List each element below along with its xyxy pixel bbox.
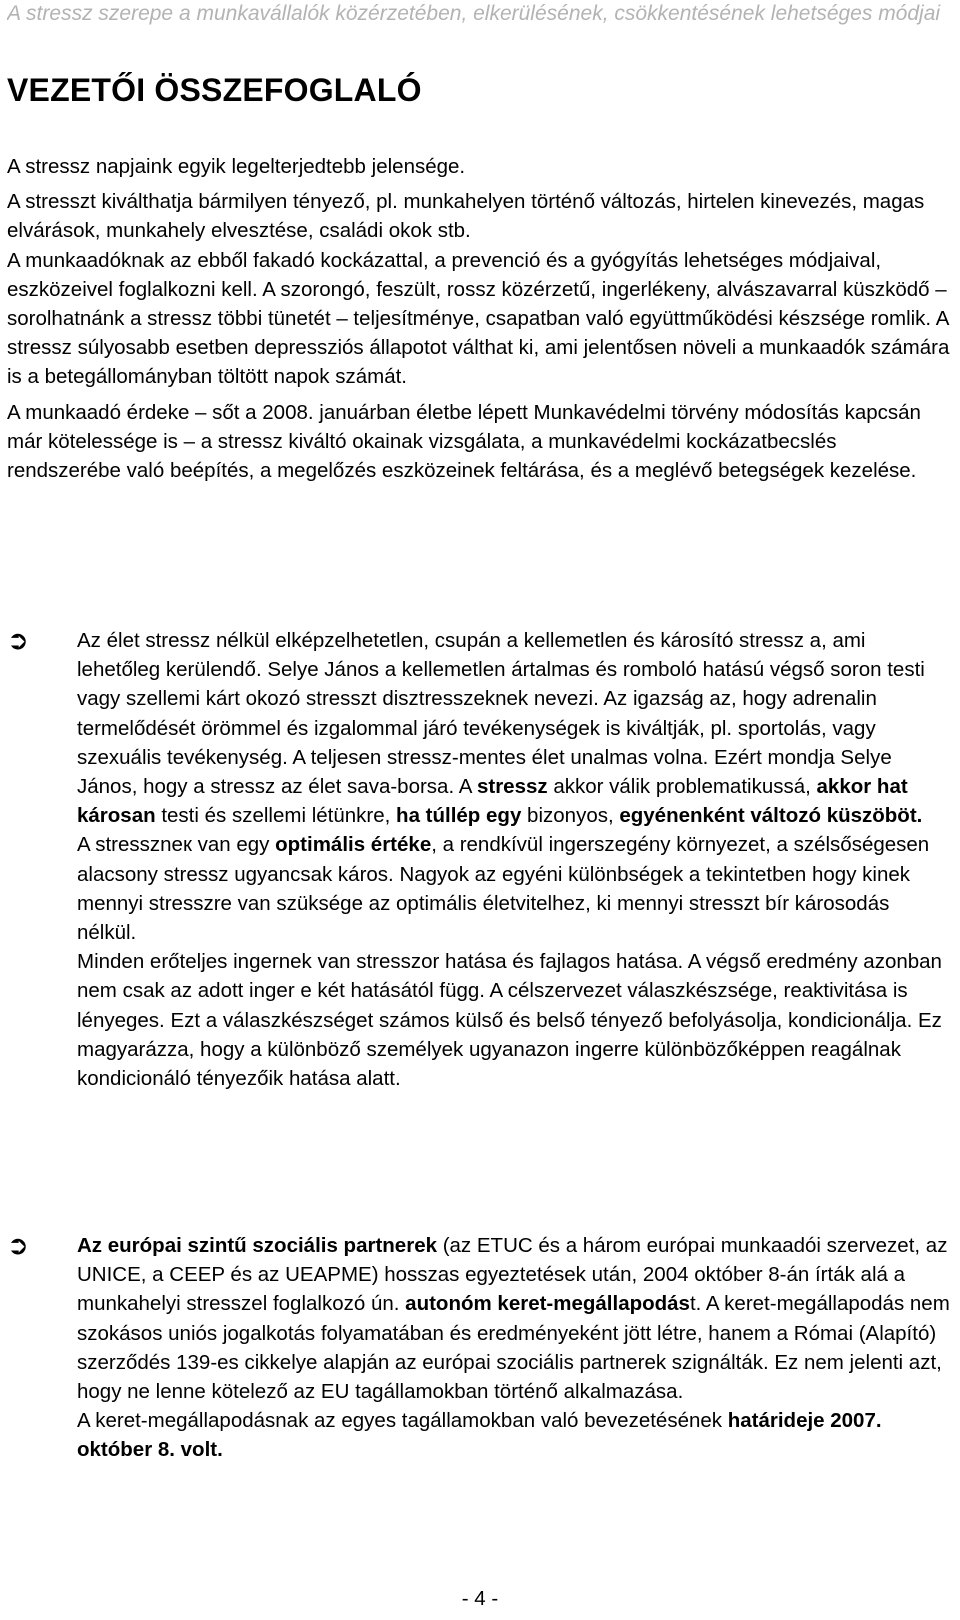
intro-section — [7, 152, 952, 491]
bold-text: egyénenként változó küszöböt. — [619, 804, 923, 828]
bold-text: akkor hat károsan — [77, 775, 908, 828]
bullet-content — [77, 626, 952, 1093]
bullet-paragraph: Az európai szintű szociális partnerek (az ETUC és a három európai munkaadói szervezet, az UNICE, a CEEP és az UEAPME) hosszas egyeztetések után, 2004 október 8-án írták alá a munkahelyi stresszel foglalkozó ún. autonóm keret-megállapodást. A keret-megállapodás nem szokásos uniós jogalkotás folyamatában és eredményeként jött létre, hanem a Római (Alapító) szerződés 139-es cikkelye alapján az európai szociális partnerek szignálták. Ez nem jelenti azt, hogy ne lenne kötelező az EU tagállamokban történő alkalmazása. — [77, 1234, 950, 1404]
bullet-content — [77, 1231, 952, 1465]
bold-text: stressz — [476, 775, 548, 799]
bold-text: autonóm keret-megállapodás — [405, 1292, 690, 1316]
intro-paragraph-4: A munkaadó érdeke – sőt a 2008. januárban életbe lépett Munkavédelmi törvény módosítás kapcsán már kötelessége is – a stressz kiváltó okainak vizsgálata, a munkavédelmi kockázatbecslés rendszerébe való beépítés, a megelőzés eszközeinek feltárása, és a meglévő betegségek kezelése. — [7, 400, 921, 483]
arrow-right-icon: ➲ — [7, 625, 29, 655]
arrow-right-icon: ➲ — [7, 1230, 29, 1260]
bullet-paragraph: A stresszneк van egy optimális értéke, a rendkívül ingerszegény környezet, a szélsőségesen alacsony stressz ugyancsak káros. Nagyok az egyéni különbségek a tekintetben hogy kinek mennyi stresszre van szüksége az optimális életvitelhez, ki mennyi stresszt bír károsodás nélkül. — [77, 833, 930, 945]
bullet-section-stress-definition — [7, 626, 952, 1093]
page-number: - 4 - — [461, 1587, 499, 1610]
intro-paragraph-2: A stresszt kiválthatja bármilyen tényező, pl. munkahelyen történő változás, hirtelen kinevezés, magas elvárások, munkahely elvesztése, családi okok stb. — [7, 190, 925, 243]
page-title: VEZETŐI ÖSSZEFOGLALÓ — [7, 72, 422, 108]
bold-text: ha túllép egy — [396, 804, 522, 828]
bullet-paragraph: Az élet stressz nélkül elképzelhetetlen, csupán a kellemetlen és károsító stressz a, ami lehetőleg kerülendő. Selye János a kellemetlen ártalmas és romboló hatású végső soron testi vagy szellemi kárt okozó stresszt disztresszeknek nevezi. Az igazság az, hogy adrenalin termelődését örömmel és izgalommal járó tevékenységek is kiváltják, pl. sportolás, vagy szexuális tevékenység. A teljesen stressz-mentes élet unalmas volna. Ezért mondja Selye János, hogy a stressz az élet sava-borsa. A stressz akkor válik problematikussá, akkor hat károsan testi és szellemi létünkre, ha túllép egy bizonyos, egyénenként változó küszöböt. — [77, 629, 925, 828]
bold-text: határideje 2007. október 8. volt. — [77, 1409, 882, 1462]
bullet-paragraph: A keret-megállapodásnak az egyes tagállamokban való bevezetésének határideje 2007. október 8. volt. — [77, 1409, 882, 1462]
bold-text: optimális értéke — [275, 833, 432, 857]
bullet-paragraph: Minden erőteljes ingernek van stresszor hatása és fajlagos hatása. A végső eredmény azonban nem csak az adott inger e két hatásától függ. A célszervezet válaszkészsége, reaktivitása is lényeges. Ezt a válaszkészséget számos külső és belső tényező befolyásolja, kondicionálja. Ez magyarázza, hogy a különböző személyek ugyanazon ingerre különbözőképpen reagálnak kondicionáló tényezőik hatása alatt. — [77, 950, 942, 1091]
bold-text: Az európai szintű szociális partnerek — [77, 1234, 437, 1257]
intro-paragraph-3: A munkaadóknak az ebből fakadó kockázattal, a prevenció és a gyógyítás lehetséges módjaival, eszközeivel foglalkozni kell. A szorongó, feszült, rossz közérzetű, ingerlékeny, alvászavarral küszködő – sorolhatnánk a stressz többi tünetét – teljesítménye, csapatban való együttműködési készsége romlik. A stressz súlyosabb esetben depressziós állapotot válthat ki, ami jelentősen növeli a munkaadók számára is a betegállományban töltött napok számát. — [7, 248, 950, 389]
running-header: A stressz szerepe a munkavállalók közérzetében, elkerülésének, csökkentésének lehetséges módjai — [7, 2, 941, 25]
intro-paragraph-1: A stressz napjaink egyik legelterjedtebb jelensége. — [7, 155, 466, 178]
bullet-section-european-agreement — [7, 1231, 952, 1465]
